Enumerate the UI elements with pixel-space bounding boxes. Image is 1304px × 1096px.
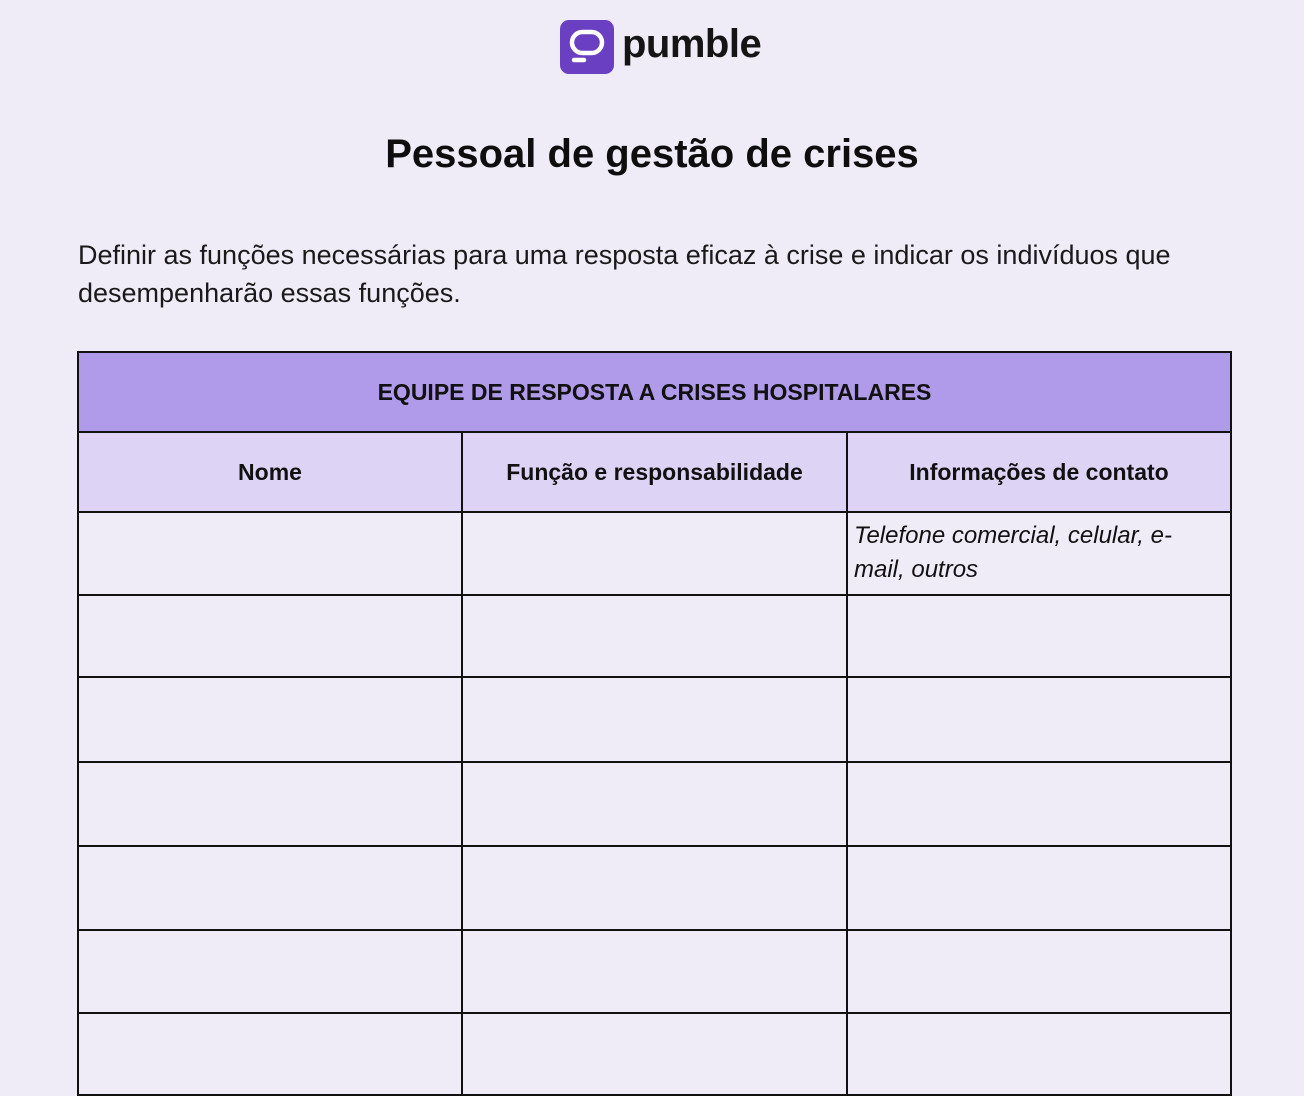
role-cell[interactable] — [462, 677, 847, 762]
contact-cell[interactable] — [847, 762, 1231, 846]
role-cell[interactable] — [462, 846, 847, 930]
pumble-logo-icon — [560, 20, 614, 74]
contact-cell[interactable] — [847, 677, 1231, 762]
table-row — [78, 677, 1231, 762]
table-row — [78, 846, 1231, 930]
role-cell[interactable] — [462, 512, 847, 595]
column-header-role: Função e responsabilidade — [462, 432, 847, 512]
name-cell[interactable] — [78, 512, 462, 595]
column-header-name: Nome — [78, 432, 462, 512]
contact-cell[interactable] — [847, 1013, 1231, 1095]
contact-cell[interactable] — [847, 930, 1231, 1013]
name-cell[interactable] — [78, 677, 462, 762]
pumble-logo — [560, 20, 761, 74]
name-cell[interactable] — [78, 1013, 462, 1095]
role-cell[interactable] — [462, 1013, 847, 1095]
table-row — [78, 1013, 1231, 1095]
table-row — [78, 512, 1231, 595]
contact-placeholder: Telefone comercial, celular, e-mail, outros — [854, 522, 1172, 583]
contact-cell[interactable] — [847, 595, 1231, 677]
role-cell[interactable] — [462, 762, 847, 846]
brand-name: pumble — [622, 22, 762, 66]
table-row — [78, 595, 1231, 677]
name-cell[interactable] — [78, 930, 462, 1013]
role-cell[interactable] — [462, 595, 847, 677]
intro-text: Definir as funções necessárias para uma resposta eficaz à crise e indicar os indivíduos que desempenharão essas funções. — [78, 240, 1171, 308]
name-cell[interactable] — [78, 595, 462, 677]
table-row — [78, 930, 1231, 1013]
crisis-team-table — [77, 351, 1232, 1096]
role-cell[interactable] — [462, 930, 847, 1013]
table-banner: EQUIPE DE RESPOSTA A CRISES HOSPITALARES — [78, 352, 1231, 432]
contact-cell[interactable] — [847, 846, 1231, 930]
contact-cell[interactable] — [847, 512, 1231, 595]
name-cell[interactable] — [78, 762, 462, 846]
column-header-contact: Informações de contato — [847, 432, 1231, 512]
table-row — [78, 762, 1231, 846]
name-cell[interactable] — [78, 846, 462, 930]
page-title: Pessoal de gestão de crises — [385, 132, 919, 176]
